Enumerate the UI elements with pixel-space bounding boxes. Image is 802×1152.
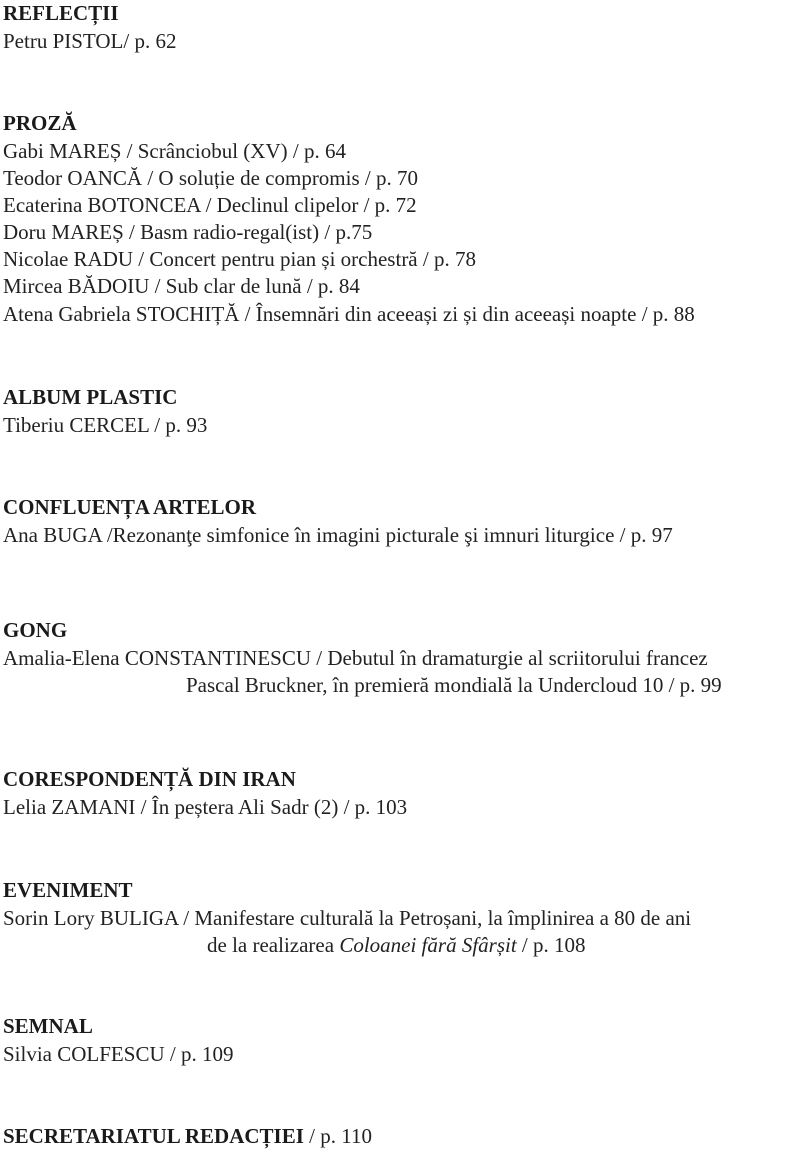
toc-entry-page: / p. 110 [303,1124,372,1148]
toc-entry: Tiberiu CERCEL / p. 93 [3,413,208,437]
toc-entry-secretariat [3,1123,372,1149]
section-heading-reflectii: REFLECȚII [3,1,119,25]
toc-entry: Lelia ZAMANI / În peștera Ali Sadr (2) / p. 103 [3,795,408,819]
toc-entry: Silvia COLFESCU / p. 109 [3,1042,234,1066]
toc-entry: Doru MAREȘ / Basm radio-regal(ist) / p.75 [3,220,373,244]
section-heading-album-plastic: ALBUM PLASTIC [3,385,178,409]
toc-entry-text: de la realizarea [207,933,340,957]
toc-entry: Ecaterina BOTONCEA / Declinul clipelor / p. 72 [3,193,417,217]
toc-entry: Amalia-Elena CONSTANTINESCU / Debutul în dramaturgie al scriitorului francez [3,646,708,670]
section-heading-gong: GONG [3,618,68,642]
section-heading-eveniment: EVENIMENT [3,878,133,902]
toc-entry-italic-title: Coloanei fără Sfârșit [339,933,517,957]
toc-entry-continuation [207,932,586,958]
toc-entry: Atena Gabriela STOCHIȚĂ / Însemnări din aceeași zi și din aceeași noapte / p. 88 [3,302,695,326]
toc-entry: Ana BUGA /Rezonanţe simfonice în imagini picturale şi imnuri liturgice / p. 97 [3,523,673,547]
toc-entry: Petru PISTOL/ p. 62 [3,29,177,53]
section-heading-corespondenta-iran: CORESPONDENȚĂ DIN IRAN [3,767,296,791]
toc-entry: Teodor OANCĂ / O soluție de compromis / p. 70 [3,166,418,190]
toc-entry-page: / p. 108 [516,933,586,957]
toc-entry: Mircea BĂDOIU / Sub clar de lună / p. 84 [3,274,360,298]
toc-entry: Nicolae RADU / Concert pentru pian și orchestră / p. 78 [3,247,476,271]
section-heading-semnal: SEMNAL [3,1014,93,1038]
section-heading-proza: PROZĂ [3,111,77,135]
toc-entry-continuation: Pascal Bruckner, în premieră mondială la Undercloud 10 / p. 99 [186,673,722,697]
section-heading-secretariat: SECRETARIATUL REDACȚIEI [3,1124,304,1148]
section-heading-confluenta-artelor: CONFLUENȚA ARTELOR [3,495,257,519]
toc-entry: Gabi MAREȘ / Scrânciobul (XV) / p. 64 [3,139,346,163]
toc-entry: Sorin Lory BULIGA / Manifestare culturală la Petroșani, la împlinirea a 80 de ani [3,906,692,930]
